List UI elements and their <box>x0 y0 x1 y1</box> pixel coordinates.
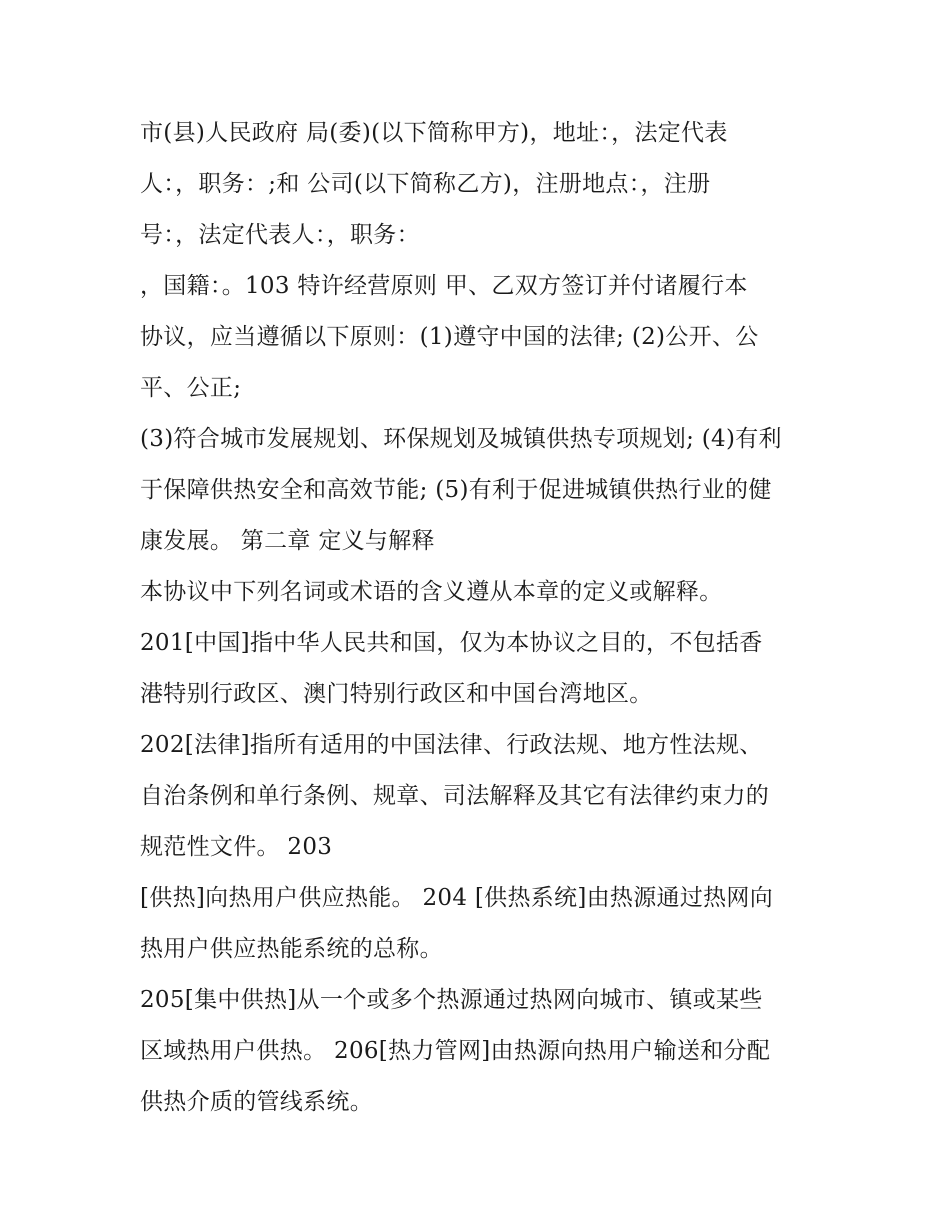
text-line: 供热介质的管线系统。 <box>140 1089 373 1115</box>
document-body <box>140 108 820 1128</box>
text-line: 热用户供应热能系统的总称。 <box>140 936 443 962</box>
text-line: 规范性文件。 203 <box>140 834 333 860</box>
text-line: 于保障供热安全和高效节能; (5)有利于促进城镇供热行业的健 <box>140 477 772 503</box>
text-line: 本协议中下列名词或术语的含义遵从本章的定义或解释。 <box>140 579 723 605</box>
text-line: 205[集中供热]从一个或多个热源通过热网向城市、镇或某些 <box>140 987 763 1013</box>
text-line: 市(县)人民政府 局(委)(以下简称甲方)，地址：，法定代表 <box>140 120 728 146</box>
text-line: (3)符合城市发展规划、环保规划及城镇供热专项规划; (4)有利 <box>140 426 782 452</box>
text-line: 康发展。 第二章 定义与解释 <box>140 528 435 554</box>
text-line: 号：，法定代表人：，职务： <box>140 222 420 248</box>
text-line: 平、公正; <box>140 375 242 401</box>
text-line: 区域热用户供热。 206[热力管网]由热源向热用户输送和分配 <box>140 1038 771 1064</box>
text-line: 201[中国]指中华人民共和国，仅为本协议之目的，不包括香 <box>140 630 763 656</box>
text-line: 协议，应当遵循以下原则：(1)遵守中国的法律; (2)公开、公 <box>140 324 759 350</box>
text-line: ，国籍：。103 特许经营原则 甲、乙双方签订并付诸履行本 <box>140 273 748 299</box>
text-line: 202[法律]指所有适用的中国法律、行政法规、地方性法规、 <box>140 732 763 758</box>
text-line: 自治条例和单行条例、规章、司法解释及其它有法律约束力的 <box>140 783 770 809</box>
text-line: 人：，职务：;和 公司(以下简称乙方)，注册地点：，注册 <box>140 171 711 197</box>
text-line: [供热]向热用户供应热能。 204 [供热系统]由热源通过热网向 <box>140 885 774 911</box>
text-line: 港特别行政区、澳门特别行政区和中国台湾地区。 <box>140 681 653 707</box>
